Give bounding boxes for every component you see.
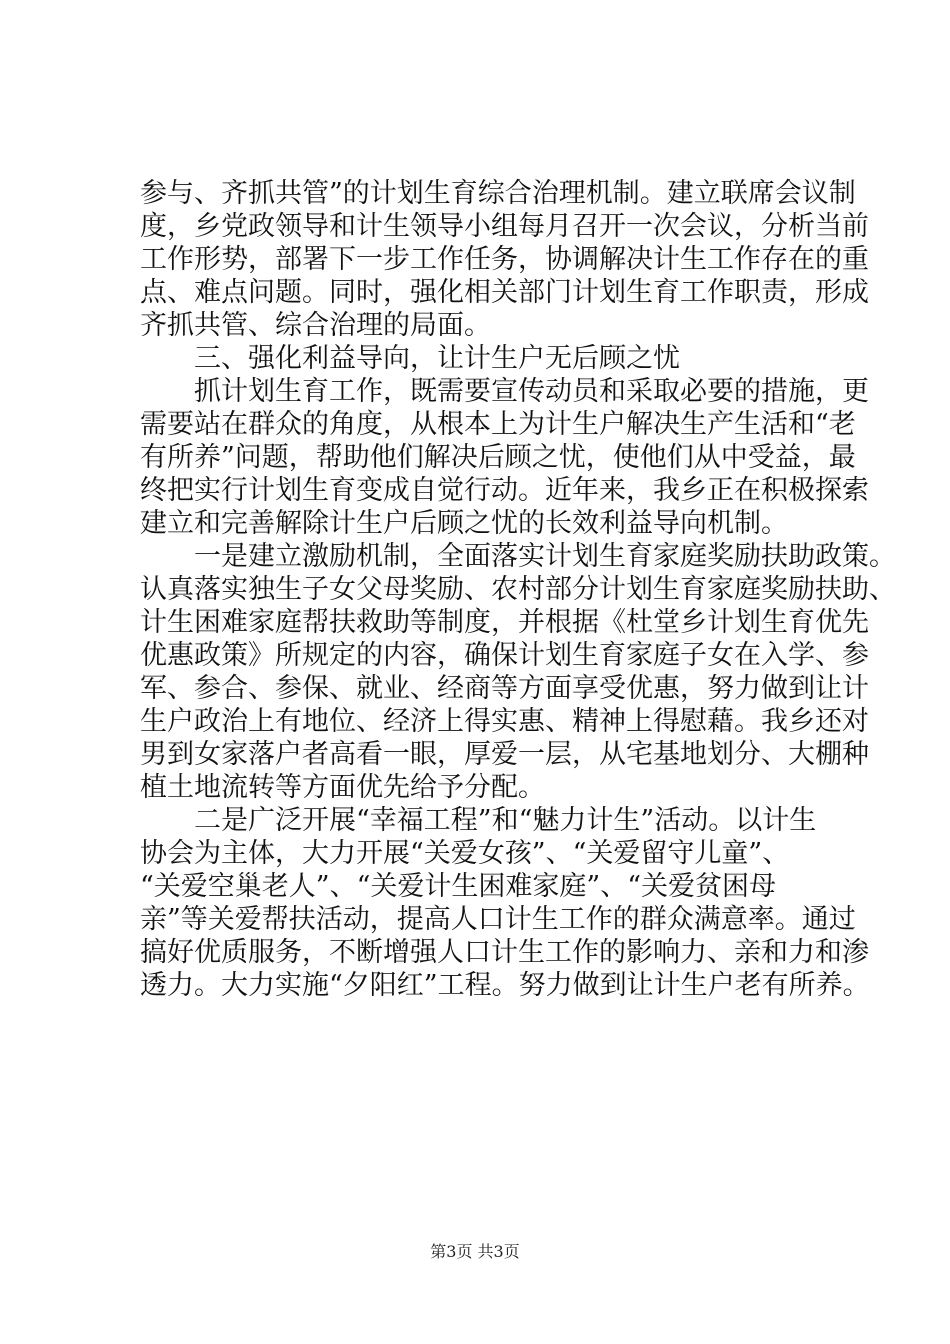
text-line: 透力。大力实施“夕阳红”工程。努力做到让计生户老有所养。: [140, 970, 870, 1001]
section-heading: 三、强化利益导向，让计生户无后顾之忧: [194, 343, 680, 374]
text-line: 需要站在群众的角度，从根本上为计生户解决生产生活和“老: [140, 409, 856, 440]
text-line: 二是广泛开展“幸福工程”和“魅力计生”活动。以计生: [194, 805, 817, 836]
text-line: 点、难点问题。同时，强化相关部门计划生育工作职责，形成: [140, 277, 869, 308]
text-line: 军、参合、参保、就业、经商等方面享受优惠，努力做到让计: [140, 673, 869, 704]
text-line: 男到女家落户者高看一眼，厚爱一层，从宅基地划分、大棚种: [140, 739, 869, 770]
text-line: 参与、齐抓共管”的计划生育综合治理机制。建立联席会议制: [140, 178, 856, 209]
text-line: 建立和完善解除计生户后顾之忧的长效利益导向机制。: [140, 508, 788, 539]
text-line: 工作形势，部署下一步工作任务，协调解决计生工作存在的重: [140, 244, 869, 275]
text-line: 终把实行计划生育变成自觉行动。近年来，我乡正在积极探索: [140, 475, 869, 506]
text-line: “关爱空巢老人”、“关爱计生困难家庭”、“关爱贫困母: [140, 871, 777, 902]
text-line: 认真落实独生子女父母奖励、农村部分计划生育家庭奖励扶助、: [140, 574, 896, 605]
text-line: 一是建立激励机制，全面落实计划生育家庭奖励扶助政策。: [194, 541, 896, 572]
text-line: 搞好优质服务，不断增强人口计生工作的影响力、亲和力和渗: [140, 937, 869, 968]
text-line: 优惠政策》所规定的内容，确保计划生育家庭子女在入学、参: [140, 640, 869, 671]
text-line: 生户政治上有地位、经济上得实惠、精神上得慰藉。我乡还对: [140, 706, 869, 737]
page-number-footer: 第3页 共3页: [430, 1242, 520, 1261]
text-line: 有所养”问题，帮助他们解决后顾之忧，使他们从中受益，最: [140, 442, 856, 473]
text-line: 抓计划生育工作，既需要宣传动员和采取必要的措施，更: [194, 376, 869, 407]
text-line: 亲”等关爱帮扶活动，提高人口计生工作的群众满意率。通过: [140, 904, 856, 935]
text-line: 协会为主体，大力开展“关爱女孩”、“关爱留守儿童”、: [140, 838, 790, 869]
text-line: 齐抓共管、综合治理的局面。: [140, 310, 491, 341]
text-line: 计生困难家庭帮扶救助等制度，并根据《杜堂乡计划生育优先: [140, 607, 869, 638]
text-line: 植土地流转等方面优先给予分配。: [140, 772, 545, 803]
text-line: 度，乡党政领导和计生领导小组每月召开一次会议，分析当前: [140, 211, 869, 242]
